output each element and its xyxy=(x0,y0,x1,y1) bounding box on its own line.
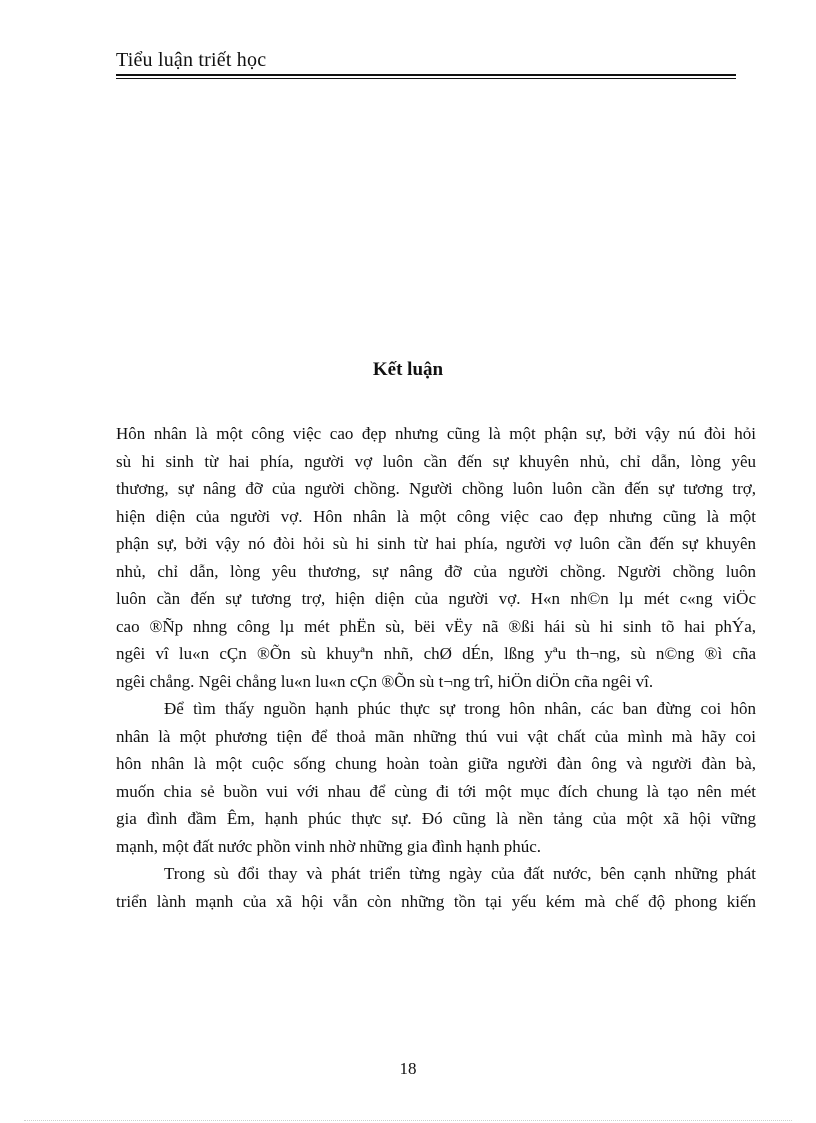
body-line: triển lành mạnh của xã hội vẫn còn những tồn tại yếu kém mà chế độ phong kiến xyxy=(116,891,756,911)
body-line: cao ®Ñp nhng công lµ mét phËn sù, bëi vËy nã ®ßi hái sù hi sinh tõ hai phÝa, xyxy=(116,616,756,636)
body-line: ngêi chång. Ngêi chång lu«n lu«n cÇn ®Õn sù t¬ng trî, hiÖn diÖn cña ngêi vî. xyxy=(116,671,654,691)
page-bottom-border xyxy=(24,1120,792,1121)
header-rule-thin xyxy=(116,78,736,79)
header-rule-thick xyxy=(116,74,736,76)
body-line: muốn chia sẻ buồn vui với nhau để cùng đi tới một mục đích chung là tạo nên mét xyxy=(116,781,756,801)
body-line: thương, sự nâng đỡ của người chồng. Người chồng luôn luôn cần đến sự tương trợ, xyxy=(116,479,756,498)
body-line: luôn cần đến sự tương trợ, hiện diện của người vợ. H«n nh©n lµ mét c«ng viÖc xyxy=(116,589,756,608)
body-line: gia đình đầm Êm, hạnh phúc thực sự. Đó cũng là nền tảng của một xã hội vững xyxy=(116,809,756,828)
document-body xyxy=(116,420,756,915)
body-line: Để tìm thấy nguồn hạnh phúc thực sự trong hôn nhân, các ban đừng coi hôn xyxy=(164,699,756,718)
body-line: Hôn nhân là một công việc cao đẹp nhưng cũng là một phận sự, bởi vậy nú đòi hỏi xyxy=(116,424,756,443)
body-line: ngêi vî lu«n cÇn ®Õn sù khuyªn nhñ, chØ dÉn, lßng yªu th¬ng, sù n©ng ®ì cña xyxy=(116,644,756,663)
page-number: 18 xyxy=(399,1059,417,1078)
section-heading: Kết luận xyxy=(372,359,444,380)
body-line: nhân là một phương tiện để thoả mãn những thú vui vật chất của mình mà hãy coi xyxy=(116,726,756,746)
page-header xyxy=(116,48,736,72)
body-line: hôn nhân là một cuộc sống chung hoàn toàn giữa người đàn ông và người đàn bà, xyxy=(116,754,756,773)
body-line: nhủ, chỉ dẫn, lòng yêu thương, sự nâng đỡ của người chồng. Người chồng luôn xyxy=(116,561,756,581)
body-line: hiện diện của người vợ. Hôn nhân là một công việc cao đẹp nhưng cũng là một xyxy=(116,506,756,526)
body-line: phận sự, bởi vậy nó đòi hỏi sù hi sinh từ hai phía, người vợ luôn cần đến sự khuyên xyxy=(116,534,756,553)
body-line: mạnh, một đất nước phồn vinh nhờ những gia đình hạnh phúc. xyxy=(116,836,541,856)
body-line: Trong sù đổi thay và phát triển từng ngày của đất nước, bên cạnh những phát xyxy=(164,864,756,883)
header-title: Tiểu luận triết học xyxy=(116,49,267,71)
body-line: sù hi sinh từ hai phía, người vợ luôn cần đến sự khuyên nhủ, chỉ dẫn, lòng yêu xyxy=(116,451,756,471)
